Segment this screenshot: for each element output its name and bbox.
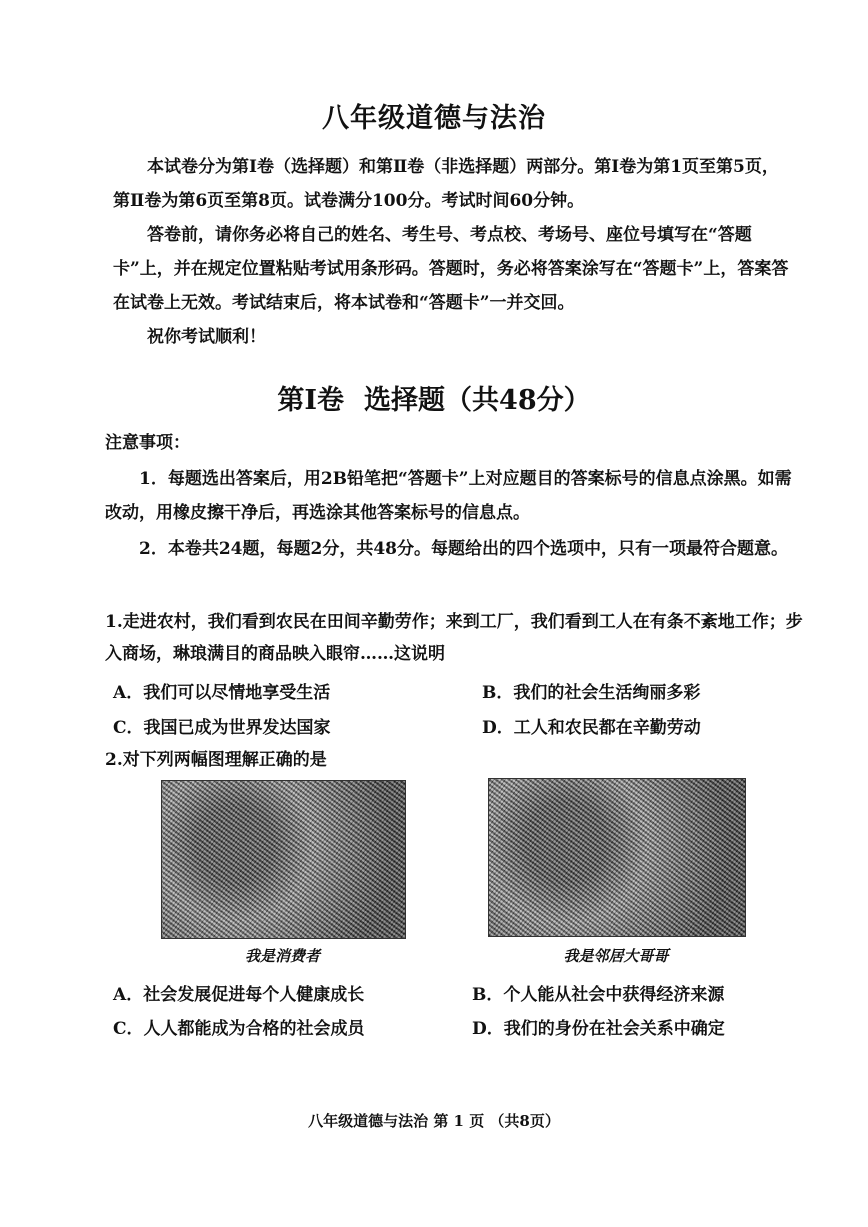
notes-label: 注意事项： [105,433,190,453]
question-2-option-d: D．我们的身份在社会关系中确定 [472,1019,725,1039]
intro-paragraph-3: 祝你考试顺利！ [147,327,266,347]
note-1: 1．每题选出答案后，用2B铅笔把“答题卡”上对应题目的答案标号的信息点涂黑。如需改动，用橡皮擦干净后，再选涂其他答案标号的信息点。 [105,469,792,523]
question-1-option-b: B．我们的社会生活绚丽多彩 [482,683,701,703]
question-2-stem: 2.对下列两幅图理解正确的是 [105,750,327,770]
consumer-photo [161,780,406,939]
question-1-option-a: A．我们可以尽情地享受生活 [113,683,331,703]
intro-paragraph-2: 答卷前，请你务必将自己的姓名、考生号、考点校、考场号、座位号填写在“答题卡”上，并在规定位置粘贴考试用条形码。答题时，务必将答案涂写在“答题卡”上，答案答在试卷上无效。考试结束后，将本试卷和“答题卡”一并交回。 [113,225,789,313]
section-title-type: 选择题（共48分） [364,385,591,416]
question-1-stem: 1.走进农村，我们看到农民在田间辛勤劳作；来到工厂，我们看到工人在有条不紊地工作；步入商场，琳琅满目的商品映入眼帘……这说明 [105,612,803,664]
question-2-option-c: C．人人都能成为合格的社会成员 [113,1019,365,1039]
photo-caption-1: 我是消费者 [244,947,320,965]
note-2: 2．本卷共24题，每题2分，共48分。每题给出的四个选项中，只有一项最符合题意。 [139,539,788,559]
question-1-option-c: C．我国已成为世界发达国家 [113,718,331,738]
question-1-option-d: D．工人和农民都在辛勤劳动 [482,718,701,738]
section-title [0,378,868,417]
neighbor-photo [488,778,746,937]
section-title-volume: 第Ⅰ卷 [277,385,345,416]
question-2-option-a: A．社会发展促进每个人健康成长 [113,985,365,1005]
question-2-option-b: B．个人能从社会中获得经济来源 [472,985,725,1005]
page-footer: 八年级道德与法治 第 1 页 （共8页） [308,1112,560,1130]
intro-paragraph-1: 本试卷分为第Ⅰ卷（选择题）和第Ⅱ卷（非选择题）两部分。第Ⅰ卷为第1页至第5页，第Ⅱ卷为第6页至第8页。试卷满分100分。考试时间60分钟。 [113,157,779,211]
photo-caption-2: 我是邻居大哥哥 [563,947,669,965]
page-title: 八年级道德与法治 [322,103,546,134]
